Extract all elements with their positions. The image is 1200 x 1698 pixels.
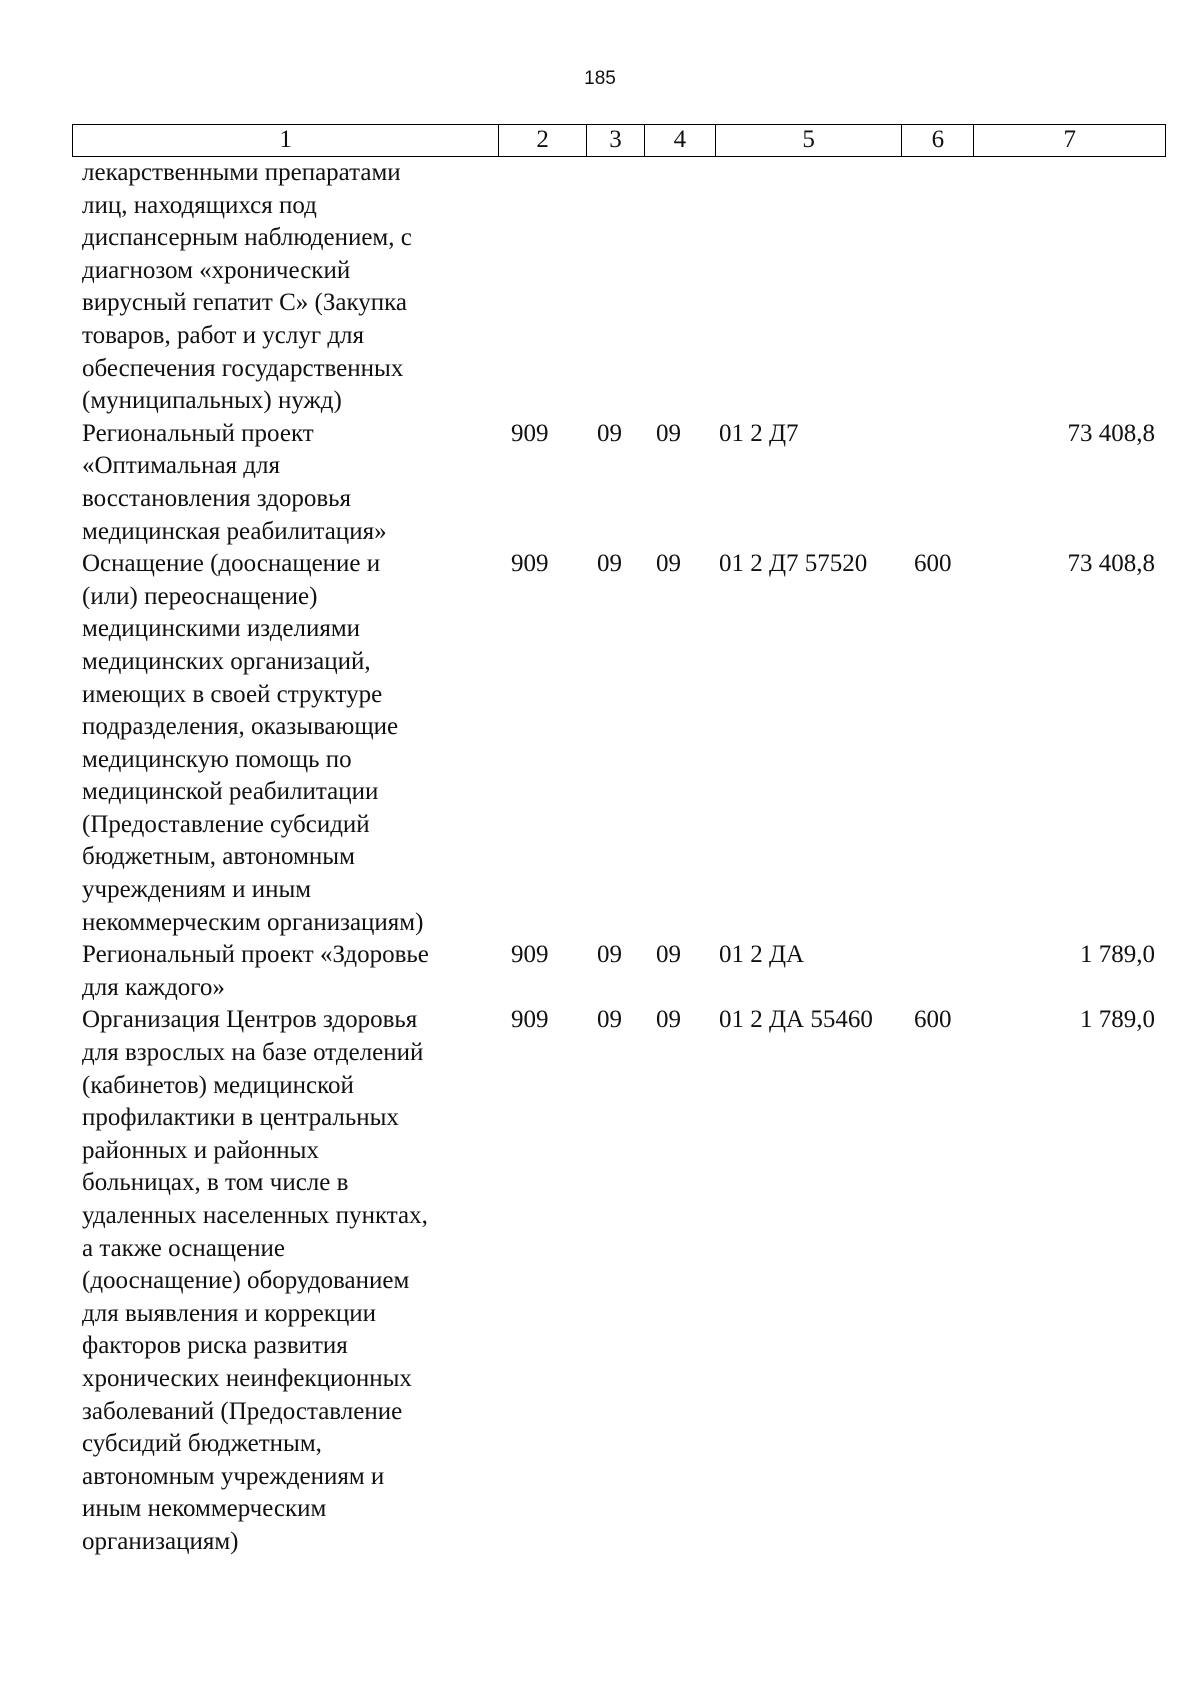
cell-target: 01 2 Д7 57520 xyxy=(719,550,868,578)
column-header-2: 2 xyxy=(499,125,587,156)
cell-target: 01 2 ДА xyxy=(719,941,805,969)
cell-amount: 73 408,8 xyxy=(1067,550,1155,578)
column-header-3: 3 xyxy=(587,125,645,156)
cell-name: Оснащение (дооснащение и (или) переоснащение) медицинскими изделиями медицинских организаций, имеющих в своей структуре подразделения, оказывающие медицинскую помощь по медицинской реабилитации (Предоставление субсидий бюджетным, автономным учреждениям и иным некоммерческим организациям) xyxy=(82,550,424,936)
cell-section: 09 xyxy=(597,941,622,969)
column-header-5: 5 xyxy=(716,125,903,156)
cell-subsection: 09 xyxy=(656,419,681,447)
cell-name: Региональный проект «Здоровье для каждого» xyxy=(82,941,429,1001)
cell-expense-type xyxy=(903,939,975,1004)
cell-ministry: 909 xyxy=(511,1006,549,1034)
cell-section: 09 xyxy=(597,1006,622,1034)
cell-name: лекарственными препаратами лиц, находящихся под диспансерным наблюдением, с диагнозом «хронический вирусный гепатит С» (Закупка товаров, работ и услуг для обеспечения государственных (муниципальных) нужд) xyxy=(82,159,412,415)
table-row xyxy=(72,1004,1166,1558)
column-header-6: 6 xyxy=(902,125,974,156)
table-body xyxy=(72,157,1166,1559)
table-header xyxy=(72,124,1166,157)
cell-amount: 1 789,0 xyxy=(1080,1006,1155,1034)
column-header-1: 1 xyxy=(73,125,499,156)
cell-target xyxy=(716,157,903,418)
cell-section xyxy=(587,157,645,418)
cell-subsection xyxy=(645,157,716,418)
cell-ministry xyxy=(499,157,587,418)
table-row xyxy=(72,157,1166,418)
cell-ministry: 909 xyxy=(511,550,549,578)
column-header-4: 4 xyxy=(645,125,716,156)
cell-name: Организация Центров здоровья для взрослых на базе отделений (кабинетов) медицинской профилактики в центральных районных и районных больницах, в том числе в удаленных населенных пунктах, а также оснащение (дооснащение) оборудованием для выявления и коррекции факторов риска развития хронических неинфекционных заболеваний (Предоставление субсидий бюджетным, автономным учреждениям и иным некоммерческим организациям) xyxy=(82,1006,428,1555)
cell-ministry: 909 xyxy=(511,419,549,447)
cell-expense-type xyxy=(903,418,975,548)
cell-section: 09 xyxy=(597,419,622,447)
cell-target: 01 2 Д7 xyxy=(719,419,799,447)
cell-name: Региональный проект «Оптимальная для восстановления здоровья медицинская реабилитация» xyxy=(82,419,387,545)
table-row xyxy=(72,939,1166,1004)
table-row xyxy=(72,548,1166,939)
cell-amount xyxy=(975,157,1166,418)
cell-amount: 1 789,0 xyxy=(1080,941,1155,969)
cell-subsection: 09 xyxy=(656,1006,681,1034)
cell-target: 01 2 ДА 55460 xyxy=(719,1006,873,1034)
column-header-7: 7 xyxy=(1063,126,1076,153)
cell-expense-type xyxy=(903,157,975,418)
table-row xyxy=(72,418,1166,548)
cell-ministry: 909 xyxy=(511,941,549,969)
cell-amount: 73 408,8 xyxy=(1067,419,1155,447)
cell-subsection: 09 xyxy=(656,941,681,969)
cell-subsection: 09 xyxy=(656,550,681,578)
cell-section: 09 xyxy=(597,550,622,578)
page-number: 185 xyxy=(584,68,616,89)
cell-expense-type: 600 xyxy=(914,1006,952,1034)
cell-expense-type: 600 xyxy=(914,550,952,578)
